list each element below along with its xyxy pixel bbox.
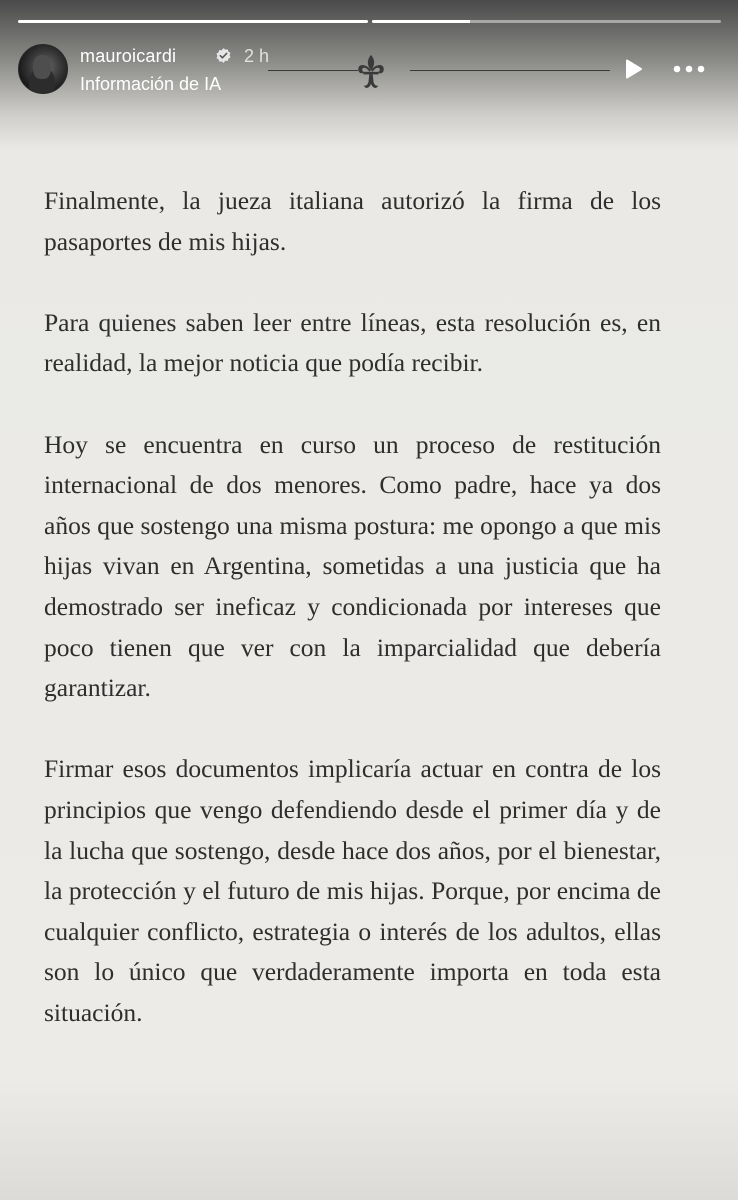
progress-segment-2 xyxy=(372,20,721,23)
story-header xyxy=(18,40,720,100)
fleur-de-lis-icon xyxy=(354,53,388,89)
story-text xyxy=(44,181,661,1074)
story-paragraph-2: Para quienes saben leer entre líneas, esta resolución es, en realidad, la mejor noticia que podía recibir. xyxy=(44,307,661,378)
ai-info-label[interactable]: Información de IA xyxy=(80,74,222,94)
progress-fill-1 xyxy=(18,20,368,23)
avatar[interactable] xyxy=(18,44,68,94)
story-progress-bar xyxy=(18,20,721,23)
ornament-rule-left xyxy=(268,70,358,71)
post-time: 2 h xyxy=(244,46,270,66)
progress-segment-1 xyxy=(18,20,368,23)
story-paragraph-4: Firmar esos documentos implicaría actuar en contra de los principios que vengo defendiendo desde el primer día y de la lucha que sostengo, desde hace dos años, por el bienestar, la protección y el futuro de mis hijas. Porque, por encima de cualquier conflicto, estrategia o interés de los adultos, ellas son lo único que verdaderamente importa en toda esta situación. xyxy=(44,754,661,1027)
story-paragraph-1: Finalmente, la jueza italiana autorizó la firma de los pasaportes de mis hijas. xyxy=(44,186,661,256)
play-icon[interactable] xyxy=(622,58,644,80)
story-paragraph-3: Hoy se encuentra en curso un proceso de restitución internacional de dos menores. Como padre, hace ya dos años que sostengo una misma postura: me opongo a que mis hijas vivan en Argentina, sometidas a una justicia que ha demostrado ser ineficaz y condicionada por intereses que poco tienen que ver con la imparcialidad que debería garantizar. xyxy=(44,429,661,703)
ornament-rule-right xyxy=(410,70,610,71)
username[interactable]: mauroicardi xyxy=(80,46,177,66)
progress-fill-2 xyxy=(372,20,470,23)
more-options-icon[interactable] xyxy=(672,58,706,80)
verified-badge-icon xyxy=(215,47,232,64)
